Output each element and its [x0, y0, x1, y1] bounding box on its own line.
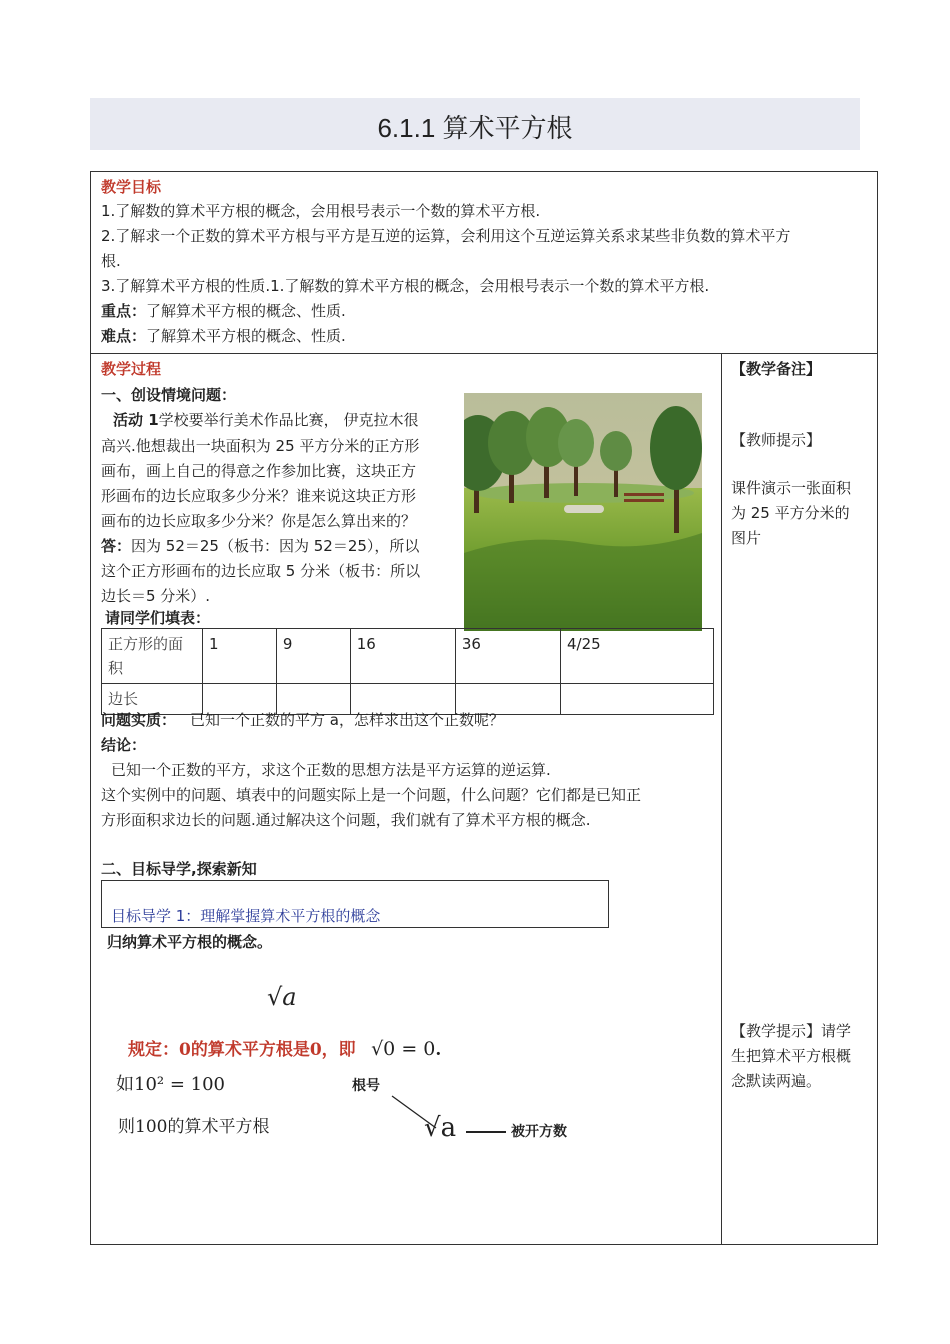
- tip-line: 为 25 平方分米的: [731, 504, 850, 522]
- page-title: 6.1.1 算术平方根: [377, 113, 573, 143]
- objective-line: 3.了解算术平方根的性质.1.了解数的算术平方根的概念，会用根号表示一个数的算术平方根.: [101, 277, 710, 295]
- table-cell: 16: [350, 629, 455, 684]
- activity-line: 画布的边长应取多少分米？你是怎么算出来的？: [101, 512, 417, 530]
- table-row: [102, 629, 714, 684]
- section1-heading: 一、创设情境问题：: [101, 386, 237, 404]
- rule-formula: √0 = 0: [371, 1038, 436, 1060]
- objective-line: 根.: [101, 252, 121, 270]
- activity-line: [113, 408, 418, 432]
- rule-line: [128, 1036, 441, 1063]
- tip-line: 图片: [731, 529, 762, 547]
- process-heading: 教学过程: [101, 360, 162, 378]
- activity-line: 高兴.他想裁出一块面积为 25 平方分米的正方形: [101, 437, 420, 455]
- tip-line: 课件演示一张面积: [731, 479, 852, 497]
- answer-line: 这个正方形画布的边长应取 5 分米（板书：所以: [101, 562, 421, 580]
- activity-label: 活动 1: [113, 411, 159, 429]
- rule-text: 规定：0的算术平方根是0，即: [128, 1040, 356, 1060]
- table-cell: 9: [276, 629, 350, 684]
- table-cell: 4/25: [561, 629, 714, 684]
- difficulty-point: [101, 324, 346, 348]
- radicand-symbol: √a: [424, 1113, 457, 1143]
- table-row-label: 边长: [102, 684, 203, 715]
- summary-text: 归纳算术平方根的概念。: [107, 933, 273, 951]
- example-square: 如10² = 100: [116, 1074, 226, 1095]
- conclusion-line: 这个实例中的问题、填表中的问题实际上是一个问题，什么问题？它们都是已知正: [101, 786, 642, 804]
- teacher-tip-heading: 【教师提示】: [731, 431, 822, 449]
- sqrt-a-symbol: √a: [267, 983, 297, 1011]
- activity-line: 形画布的边长应取多少分米？谁来说这块正方形: [101, 487, 417, 505]
- activity-text: 学校要举行美术作品比赛， 伊克拉木很: [158, 411, 419, 429]
- rule-end: .: [435, 1040, 442, 1060]
- key-text: 了解算术平方根的概念、性质.: [146, 302, 346, 320]
- tip-line: 【教学提示】请学: [731, 1022, 852, 1040]
- guide-text: 目标导学 1：理解掌握算术平方根的概念: [111, 907, 381, 925]
- table-row-label: 正方形的面积: [102, 629, 203, 684]
- table-cell: 36: [455, 629, 560, 684]
- fill-prompt: 请同学们填表：: [105, 609, 211, 627]
- conclusion-line: 已知一个正数的平方，求这个正数的思想方法是平方运算的逆运算.: [111, 761, 551, 779]
- difficulty-label: 难点：: [101, 327, 147, 345]
- table-cell: 1: [203, 629, 277, 684]
- square-table: [101, 628, 714, 715]
- title-band: [90, 98, 860, 150]
- tip-line: 生把算术平方根概: [731, 1047, 852, 1065]
- meadow-painting-image: [464, 393, 702, 631]
- key-label: 重点：: [101, 302, 147, 320]
- essence-text: 已知一个正数的平方 a，怎样求出这个正数呢？: [190, 711, 504, 729]
- difficulty-text: 了解算术平方根的概念、性质.: [146, 327, 346, 345]
- essence-label: 问题实质：: [101, 711, 177, 729]
- objective-line: 1.了解数的算术平方根的概念，会用根号表示一个数的算术平方根.: [101, 202, 541, 220]
- activity-line: 画布，画上自己的得意之作参加比赛，这块正方: [101, 462, 417, 480]
- section2-heading: 二、目标导学,探索新知: [101, 860, 257, 878]
- label-radicand: 被开方数: [511, 1124, 567, 1140]
- conclusion-line: 方形面积求边长的问题.通过解决这个问题，我们就有了算术平方根的概念.: [101, 811, 591, 829]
- notes-divider: [721, 353, 722, 1245]
- answer-line: 边长＝5 分米）.: [101, 587, 211, 605]
- answer-line: [101, 534, 419, 558]
- answer-text: 因为 52＝25（板书：因为 52＝25），所以: [131, 537, 420, 555]
- answer-label: 答：: [101, 537, 132, 555]
- tip-line: 念默读两遍。: [731, 1072, 822, 1090]
- radicand-dash: [466, 1131, 506, 1133]
- notes-heading: 【教学备注】: [731, 360, 822, 378]
- essence-line: [101, 708, 504, 732]
- key-point: [101, 299, 346, 323]
- table-cell: [561, 684, 714, 715]
- label-root-sign: 根号: [352, 1078, 380, 1094]
- example-root: 则100的算术平方根: [118, 1117, 270, 1137]
- objective-line: 2.了解求一个正数的算术平方根与平方是互逆的运算，会利用这个互逆运算关系求某些非负数的算术平方: [101, 227, 791, 245]
- conclusion-label: 结论：: [101, 736, 147, 754]
- objectives-heading: 教学目标: [101, 178, 162, 196]
